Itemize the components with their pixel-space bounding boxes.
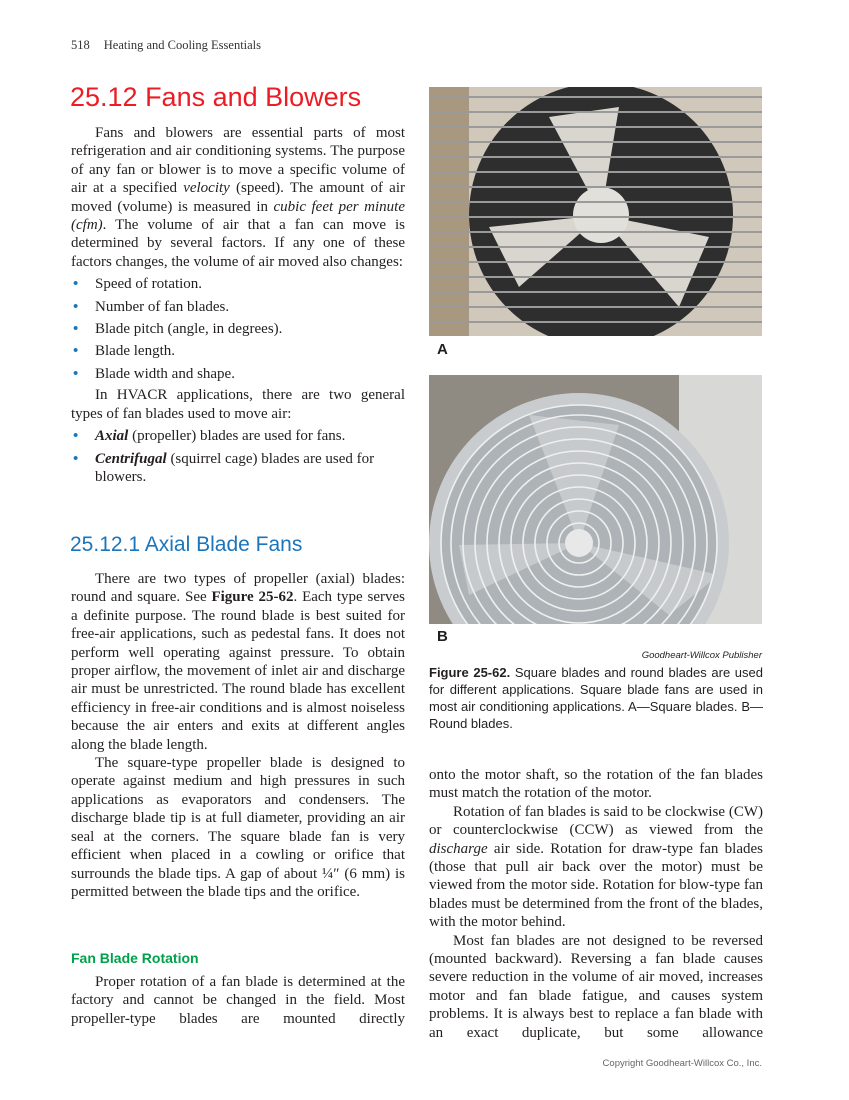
copyright: Copyright Goodheart-Willcox Co., Inc. <box>602 1058 762 1069</box>
figure-label-b: B <box>437 628 448 645</box>
text: air side. Rotation for draw-type fan blades (those that pull air back over the motor) must be viewed from the motor side. Rotation for blow-type fan blades must be determined from the front of the blades, with the motor behind. <box>429 840 763 931</box>
list-item <box>71 427 405 445</box>
term-discharge: discharge <box>429 840 488 857</box>
axial-text <box>71 570 405 901</box>
section-title: 25.12 Fans and Blowers <box>70 82 362 112</box>
text: . Each type serves a definite purpose. The round blade is best suited for free-air applications, such as pedestal fans. It does not perform well operating against pressure. To obtain proper airflow, the movement of inlet air and discharge air must be unrestricted. The round blade has excellent efficiency in free-air conditions and is almost noiseless because the air enters and exits at different angles along the blade length. <box>71 589 405 753</box>
subsection-title: 25.12.1 Axial Blade Fans <box>70 533 303 556</box>
running-header <box>71 38 261 53</box>
bullet-icon: • <box>73 298 79 315</box>
bullet-icon: • <box>73 321 79 338</box>
paragraph: onto the motor shaft, so the rotation of the fan blades must match the rotation of the motor. <box>429 767 763 802</box>
page-number: 518 <box>71 38 90 52</box>
types-list <box>71 427 405 486</box>
subheading: Fan Blade Rotation <box>71 950 199 966</box>
figure-reference[interactable]: Figure 25-62 <box>211 589 294 606</box>
text: There are two types of propeller (axial) blades: round and square. See <box>71 571 405 606</box>
item-text: Blade width and shape. <box>95 365 235 382</box>
item-text: Speed of rotation. <box>95 276 203 293</box>
rotation-text <box>71 973 405 1028</box>
paragraph: Most fan blades are not designed to be reversed (mounted backward). Reversing a fan blade causes severe reduction in the volume of air moved, increases motor and fan blade fatigue, and causes system problems. It is always best to replace a fan blade with an exact duplicate, but some allowance <box>429 932 763 1041</box>
bullet-icon: • <box>73 450 79 467</box>
list-item <box>71 450 405 487</box>
types-intro: In HVACR applications, there are two general types of fan blades used to move air: <box>71 387 405 422</box>
term: Axial <box>95 428 129 445</box>
item-text: Blade length. <box>95 343 175 360</box>
term-velocity: velocity <box>183 180 230 197</box>
item-text: (propeller) blades are used for fans. <box>128 428 346 445</box>
paragraph: Proper rotation of a fan blade is determined at the factory and cannot be changed in the field. Most propeller-type blades are mounted directly <box>71 974 405 1027</box>
list-item <box>71 275 405 293</box>
bullet-icon: • <box>73 343 79 360</box>
paragraph: The square-type propeller blade is designed to operate against medium and high pressures in such applications as evaporators and condensers. The discharge blade tip is at full diameter, providing an air seal at the corners. The square blade fan is very efficient when placed in a cowling or orifice that surrounds the blade tips. A gap of about ¼″ (6 mm) is permitted between the blade tips and the orifice. <box>71 755 405 900</box>
term: Centrifugal <box>95 450 167 467</box>
bullet-icon: • <box>73 276 79 293</box>
list-item <box>71 320 405 338</box>
list-item <box>71 365 405 383</box>
paragraph <box>429 803 763 932</box>
item-text: Number of fan blades. <box>95 298 230 315</box>
figure-image-a <box>429 87 762 336</box>
item-text: Blade pitch (angle, in degrees). <box>95 321 283 338</box>
figure-number: Figure 25-62. <box>429 665 511 680</box>
text: . The volume of air that a fan can move is determined by several factors. If any one of these factors changes, the volume of air moved also changes: <box>71 217 405 270</box>
square-fan-photo <box>429 87 762 336</box>
right-column <box>429 766 763 1042</box>
term-cfm: cubic feet per minute (cfm) <box>71 198 405 234</box>
figure-image-b <box>429 375 762 624</box>
text: Fans and blowers are essential parts of most refrigeration and air conditioning systems. The purpose of any fan or blower is to move a specific volume of air at a specified <box>71 125 405 197</box>
intro-paragraph <box>71 124 405 271</box>
book-title: Heating and Cooling Essentials <box>103 38 262 52</box>
text: (speed). The amount of air moved (volume) is measured in <box>71 180 405 215</box>
left-column <box>71 124 405 486</box>
figure-credit: Goodheart-Willcox Publisher <box>641 650 762 661</box>
factors-list <box>71 275 405 383</box>
text: Rotation of fan blades is said to be clockwise (CW) or counterclockwise (CCW) as viewed from the <box>429 803 763 839</box>
paragraph <box>71 570 405 754</box>
figure-label-a: A <box>437 341 448 358</box>
caption-text: Square blades and round blades are used for different applications. Square blade fans are used in most air conditioning applications. A—Square blades. B—Round blades. <box>429 665 763 731</box>
figure-caption <box>429 664 763 732</box>
item-text: (squirrel cage) blades are used for blowers. <box>95 450 375 485</box>
round-fan-photo <box>429 375 762 624</box>
bullet-icon: • <box>73 365 79 382</box>
list-item <box>71 342 405 360</box>
bullet-icon: • <box>73 428 79 445</box>
list-item <box>71 298 405 316</box>
